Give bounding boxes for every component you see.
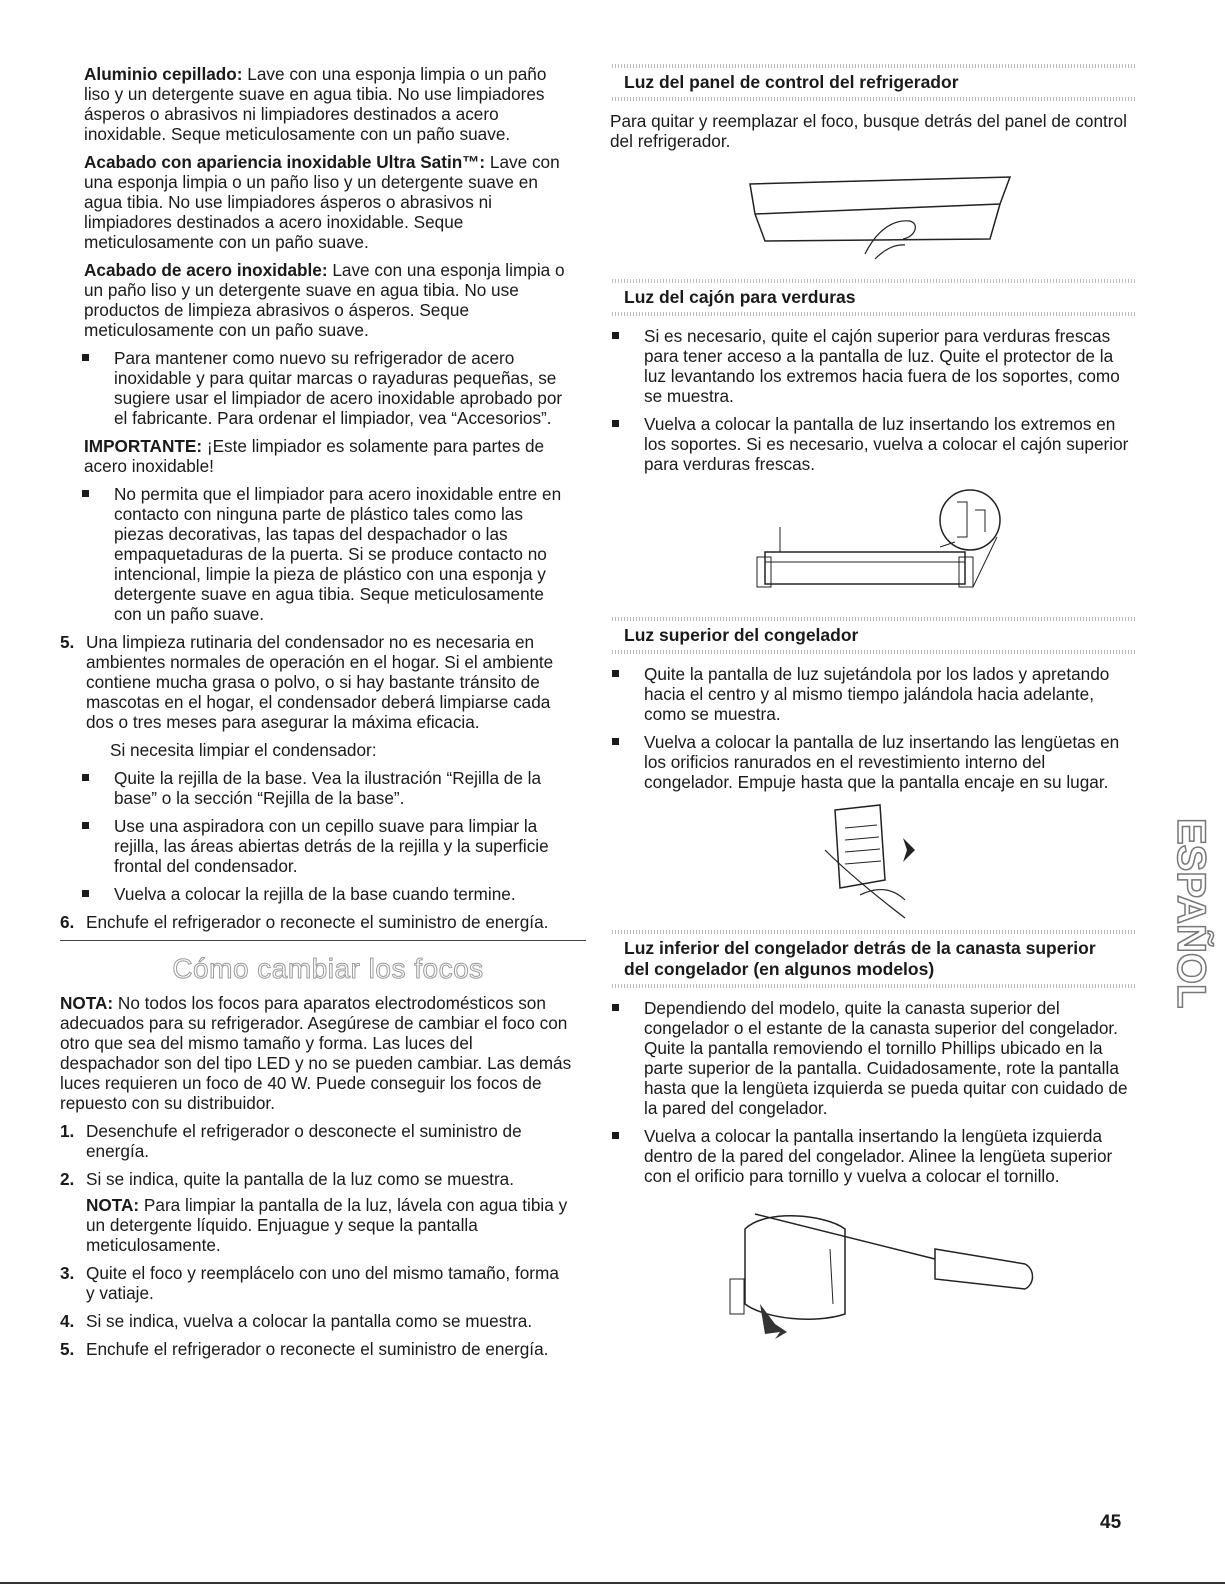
bulb-step-5: 5. Enchufe el refrigerador o reconecte el suministro de energía. <box>60 1339 549 1359</box>
bulb-step-4: 4. Si se indica, vuelva a colocar la pantalla como se muestra. <box>60 1311 533 1331</box>
step-6-plug-in: 6. Enchufe el refrigerador o reconecte el suministro de energía. <box>60 912 549 932</box>
bulb-step-2-note: NOTA: Para limpiar la pantalla de la luz, lávela con agua tibia y un detergente líquido. Enjuague y seque la pantalla meticulosamente. <box>86 1195 568 1255</box>
section-divider <box>60 940 586 941</box>
bulb-step-1: 1. Desenchufe el refrigerador o desconecte el suministro de energía. <box>60 1121 522 1161</box>
freezer-bottom-bullet: Dependiendo del modelo, quite la canasta superior del congelador o el estante de la canasta superior del congelador. Quite la pantalla removiendo el tornillo Phillips ubicado en la parte superior de la pantalla. Cuidadosamente, rote la pantalla hasta que la lengüeta izquierda se pueda quitar con cuidado de la pared del congelador. <box>612 998 1137 1118</box>
heading-freezer-bottom-light: Luz inferior del congelador detrás de la canasta superior del congelador (en algunos modelos) <box>612 930 1137 988</box>
language-side-tab <box>1150 818 1213 1058</box>
important-paragraph: IMPORTANTE: ¡Este limpiador es solamente para partes de acero inoxidable! <box>84 436 545 476</box>
side-tab-text: ESPAÑOL <box>1169 818 1213 1009</box>
note-paragraph: NOTA: No todos los focos para aparatos electrodomésticos son adecuados para su refrigerador. Asegúrese de cambiar el foco con otro que sea del mismo tamaño y forma. Las luces del despachador son del tipo LED y no se pueden cambiar. Las demás luces requieren un foco de 40 W. Puede conseguir los focos de repuesto con su distribuidor. <box>60 993 572 1113</box>
left-column <box>60 64 572 1367</box>
condenser-bullet: Use una aspiradora con un cepillo suave para limpiar la rejilla, las áreas abiertas detrás de la rejilla y la superficie frontal del condensador. <box>82 816 572 876</box>
crisper-bullet: Si es necesario, quite el cajón superior para verduras frescas para tener acceso a la pantalla de luz. Quite el protector de la luz levantando los extremos hacia fuera de los soportes, como se muestra. <box>612 326 1137 406</box>
right-column <box>612 64 1137 1354</box>
stainless-bullet: Para mantener como nuevo su refrigerador de acero inoxidable y para quitar marcas o rayaduras pequeñas, se sugiere usar el limpiador de acero inoxidable aprobado por el fabricante. Para ordenar el limpiador, vea “Accesorios”. <box>82 348 572 428</box>
freezer-top-light-illustration <box>785 800 965 920</box>
heading-control-panel-light: Luz del panel de control del refrigerador <box>612 64 1137 101</box>
freezer-top-bullet: Vuelva a colocar la pantalla de luz insertando las lengüetas en los orificios ranurados en el revestimiento interno del congelador. Empuje hasta que la pantalla encaje en su lugar. <box>612 732 1137 792</box>
condenser-bullet: Quite la rejilla de la base. Vea la ilustración “Rejilla de la base” o la sección “Rejilla de la base”. <box>82 768 572 808</box>
ultra-satin-paragraph: Acabado con apariencia inoxidable Ultra Satin™: Lave con una esponja limpia o un paño liso y un detergente suave en agua tibia. No use limpiadores ásperos o abrasivos ni limpiadores destinados a acero inoxidable. Seque meticulosamente con un paño suave. <box>84 152 560 252</box>
heading-crisper-light: Luz del cajón para verduras <box>612 279 1137 316</box>
page-number: 45 <box>1100 1512 1122 1533</box>
brushed-aluminum-paragraph: Aluminio cepillado: Lave con una esponja limpia o un paño liso y un detergente suave en agua tibia. No use limpiadores ásperos o abrasivos ni limpiadores destinados a acero inoxidable. Seque meticulosamente con un paño suave. <box>84 64 547 144</box>
crisper-light-illustration <box>735 482 1015 607</box>
bulb-step-2: 2. Si se indica, quite la pantalla de la luz como se muestra. <box>60 1169 515 1189</box>
heading-freezer-top-light: Luz superior del congelador <box>612 617 1137 654</box>
bottom-rule <box>0 1582 1225 1584</box>
crisper-bullet: Vuelva a colocar la pantalla de luz insertando los extremos en los soportes. Si es necesario, vuelva a colocar el cajón superior para verduras frescas. <box>612 414 1137 474</box>
condenser-bullet: Vuelva a colocar la rejilla de la base cuando termine. <box>82 884 572 904</box>
freezer-bottom-light-illustration <box>705 1194 1045 1344</box>
stainless-paragraph: Acabado de acero inoxidable: Lave con una esponja limpia o un paño liso y un detergente suave en agua tibia. No use productos de limpieza abrasivos o ásperos. Seque meticulosamente con un paño suave. <box>84 260 565 340</box>
control-panel-illustration <box>725 159 1025 269</box>
freezer-top-bullet: Quite la pantalla de luz sujetándola por los lados y apretando hacia el centro y al mismo tiempo jalándola hacia adelante, como se muestra. <box>612 664 1137 724</box>
important-bullet: No permita que el limpiador para acero inoxidable entre en contacto con ninguna parte de plástico tales como las piezas decorativas, las tapas del despachador o las empaquetaduras de la puerta. Si se produce contacto no intencional, limpie la pieza de plástico con una esponja y detergente suave en agua tibia. Seque meticulosamente con un paño suave. <box>82 484 572 624</box>
bulb-step-3: 3. Quite el foco y reemplácelo con uno del mismo tamaño, forma y vatiaje. <box>60 1263 559 1303</box>
step-5-condenser: 5. Una limpieza rutinaria del condensador no es necesaria en ambientes normales de operación en el hogar. Si el ambiente contiene mucha grasa o polvo, o si hay bastante tránsito de mascotas en el hogar, el condensador deberá limpiarse cada dos o tres meses para asegurar la máxima eficacia. <box>60 632 554 732</box>
step-5-subtext: Si necesita limpiar el condensador: <box>110 740 377 760</box>
control-panel-paragraph: Para quitar y reemplazar el foco, busque detrás del panel de control del refrigerador. <box>610 111 1127 151</box>
section-title: Cómo cambiar los focos <box>172 953 484 984</box>
freezer-bottom-bullet: Vuelva a colocar la pantalla insertando la lengüeta izquierda dentro de la pared del congelador. Alinee la lengüeta superior con el orificio para tornillo y vuelva a colocar el tornillo. <box>612 1126 1137 1186</box>
